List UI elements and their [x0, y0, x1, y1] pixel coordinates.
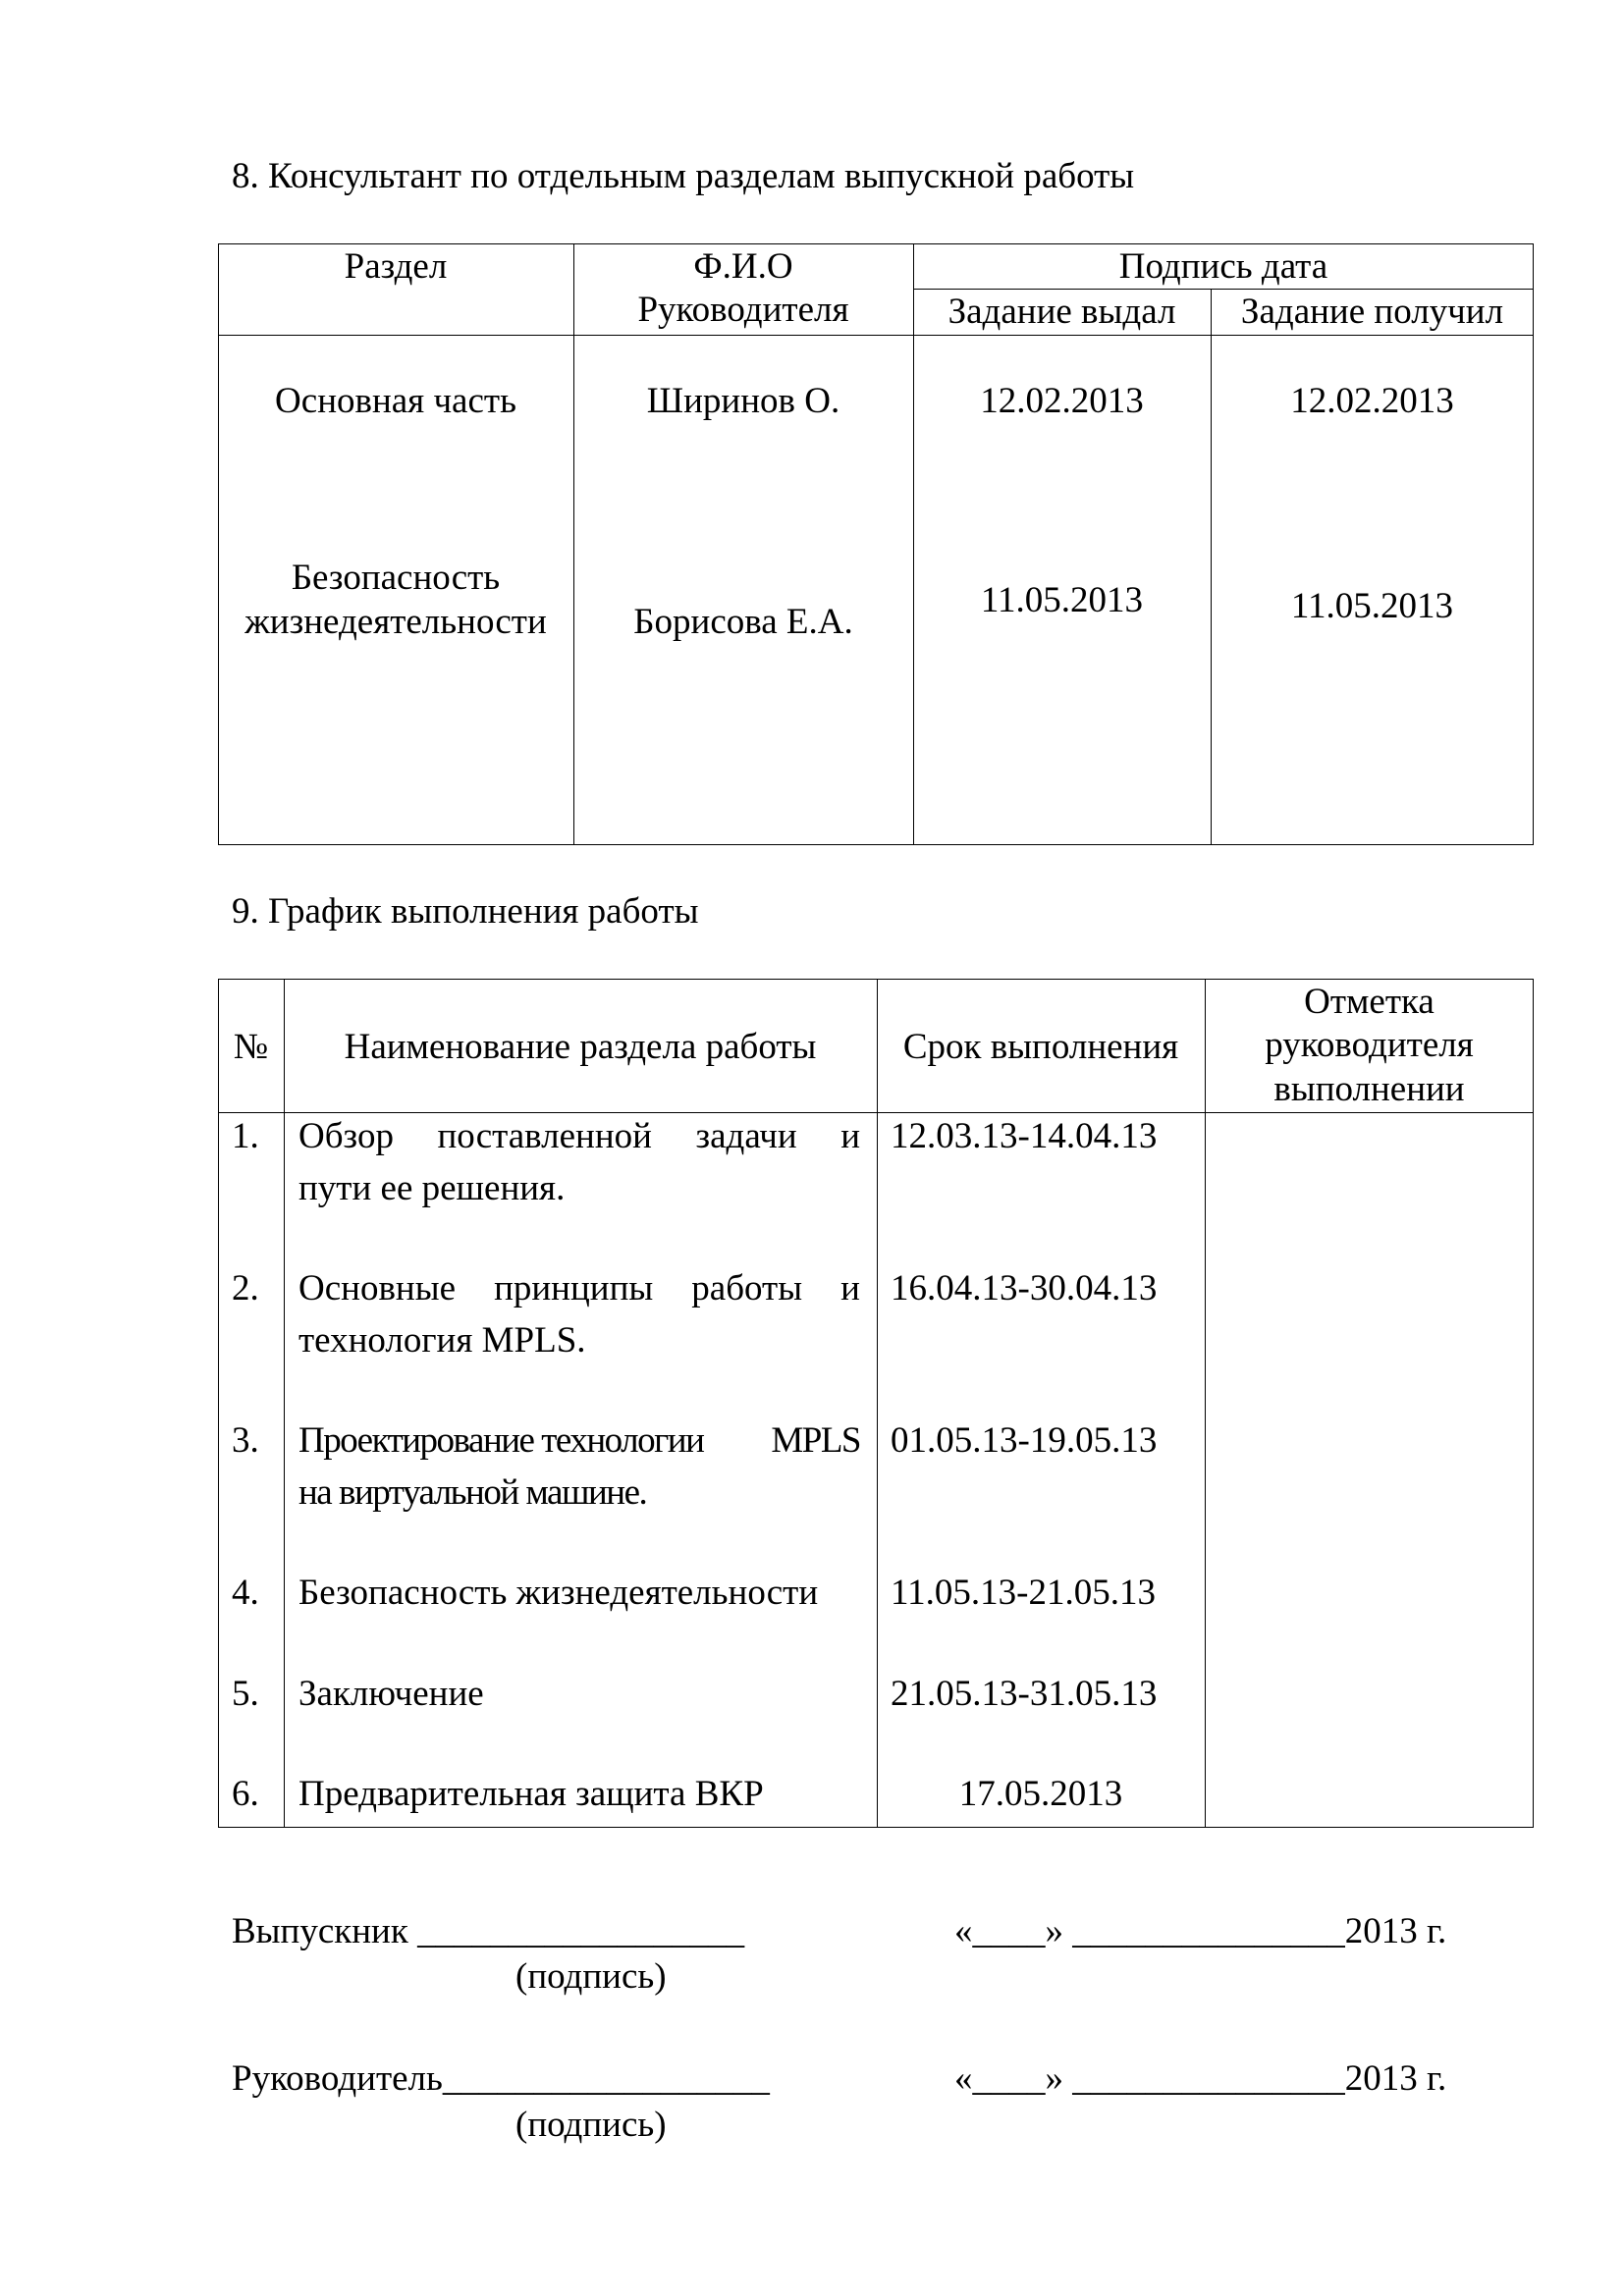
- schedule-row-5-name: Заключение: [298, 1674, 484, 1714]
- consultant-row-1-name: Ширинов О.: [646, 381, 840, 421]
- schedule-row-2-number: 2.: [232, 1268, 259, 1308]
- header-received: Задание получил: [1240, 292, 1504, 332]
- header-number: №: [233, 1027, 269, 1067]
- schedule-row-4-term: 11.05.13-21.05.13: [891, 1573, 1156, 1613]
- graduate-signature-caption: (подпись): [515, 1956, 667, 1997]
- word: работы: [691, 1268, 803, 1308]
- schedule-row-4-name: Безопасность жизнедеятельности: [298, 1573, 819, 1613]
- graduate-signature-line: Выпускник __________________: [232, 1911, 745, 1951]
- schedule-row-3-term: 01.05.13-19.05.13: [891, 1420, 1158, 1461]
- word: и: [840, 1116, 860, 1156]
- word: поставленной: [437, 1116, 652, 1156]
- header-fio-line2: Руководителя: [637, 290, 849, 331]
- section-8-heading: 8. Консультант по отдельным разделам выпускной работы: [232, 156, 1135, 196]
- section-9-heading: 9. График выполнения работы: [232, 891, 699, 932]
- schedule-row-3-line2: на виртуальной машине.: [298, 1472, 647, 1513]
- schedule-row-1-line1: [298, 1115, 860, 1158]
- consultant-row-2-section: [218, 557, 573, 645]
- consultant-row-2-issued: 11.05.2013: [980, 580, 1144, 620]
- schedule-row-5-number: 5.: [232, 1674, 259, 1714]
- word: задачи: [695, 1116, 797, 1156]
- consultant-row-2-name: Борисова Е.А.: [633, 602, 853, 642]
- schedule-row-6-term: 17.05.2013: [958, 1774, 1123, 1814]
- schedule-row-1-term: 12.03.13-14.04.13: [891, 1116, 1158, 1156]
- word: принципы: [494, 1268, 654, 1308]
- word: и: [840, 1268, 860, 1308]
- header-signature-date: Подпись дата: [1118, 246, 1328, 287]
- supervisor-signature-caption: (подпись): [515, 2105, 667, 2145]
- schedule-row-4-number: 4.: [232, 1573, 259, 1613]
- schedule-row-6-number: 6.: [232, 1774, 259, 1814]
- header-mark-line1: Отметка: [1304, 982, 1435, 1022]
- consultant-row-1-issued: 12.02.2013: [980, 381, 1144, 421]
- header-mark-line2: руководителя: [1265, 1025, 1474, 1066]
- schedule-row-1-number: 1.: [232, 1116, 259, 1156]
- consultant-row-1-section: Основная часть: [275, 381, 516, 421]
- schedule-row-5-term: 21.05.13-31.05.13: [891, 1674, 1158, 1714]
- header-mark-line3: выполнении: [1273, 1068, 1465, 1109]
- word: MPLS: [771, 1420, 860, 1461]
- schedule-row-1-line2: пути ее решения.: [298, 1168, 566, 1208]
- schedule-row-2-line1: [298, 1267, 860, 1310]
- header-issued: Задание выдал: [947, 292, 1176, 332]
- consultant-row-2-section-line1: Безопасность: [291, 558, 501, 598]
- consultant-row-1-received: 12.02.2013: [1290, 381, 1454, 421]
- schedule-row-6-name: Предварительная защита ВКР: [298, 1774, 764, 1814]
- schedule-row-2-line2: технология MPLS.: [298, 1320, 586, 1361]
- word: Обзор: [298, 1116, 394, 1156]
- schedule-row-3-number: 3.: [232, 1420, 259, 1461]
- header-section: Раздел: [344, 246, 448, 287]
- consultant-row-2-received: 11.05.2013: [1290, 586, 1454, 626]
- supervisor-signature-line: Руководитель__________________: [232, 2058, 770, 2099]
- header-work-name: Наименование раздела работы: [344, 1027, 817, 1067]
- header-fio: [573, 245, 913, 333]
- supervisor-date-line: «____» _______________2013 г.: [954, 2058, 1447, 2099]
- word: Проектирование технологии: [298, 1420, 704, 1461]
- header-fio-line1: Ф.И.О: [693, 246, 793, 287]
- consultant-row-2-section-line2: жизнедеятельности: [244, 602, 547, 643]
- header-mark: [1205, 981, 1534, 1111]
- header-term: Срок выполнения: [902, 1027, 1179, 1067]
- schedule-row-3-line1: [298, 1419, 860, 1463]
- schedule-row-2-term: 16.04.13-30.04.13: [891, 1268, 1158, 1308]
- word: Основные: [298, 1268, 456, 1308]
- graduate-date-line: «____» _______________2013 г.: [954, 1911, 1447, 1951]
